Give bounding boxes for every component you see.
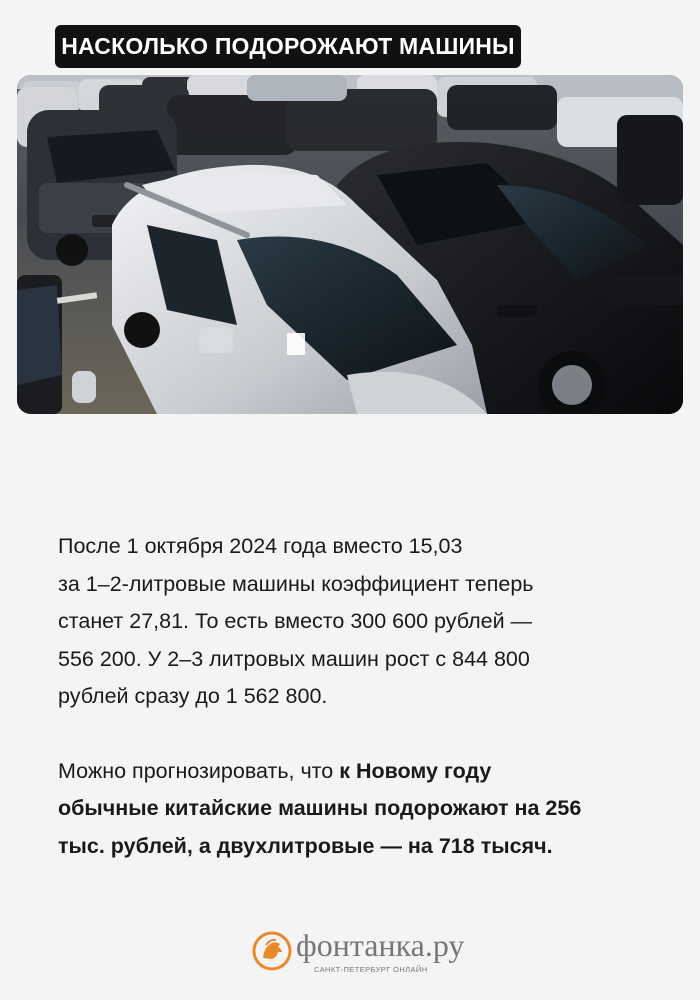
paragraph-forecast [58,753,648,866]
text-line [58,753,648,791]
paragraph-coefficient [58,528,648,716]
forecast-bold-text: тыс. рублей, а двухлитровые — на 718 тысяч. [58,833,553,858]
cars-photo [17,75,683,414]
fontanka-horse-icon [252,931,292,971]
headline-banner [55,25,521,68]
text-line [58,828,648,866]
fontanka-logo [252,927,465,977]
logo-subtitle-text: САНКТ-ПЕТЕРБУРГ ОНЛАЙН [314,965,428,974]
article-text [58,528,648,865]
text-line: рублей сразу до 1 562 800. [58,684,328,708]
text-line: станет 27,81. То есть вместо 300 600 рублей — [58,609,533,633]
forecast-bold-text: обычные китайские машины подорожают на 256 [58,796,582,820]
headline-text: НАСКОЛЬКО ПОДОРОЖАЮТ МАШИНЫ [61,33,515,59]
text-line: После 1 октября 2024 года вместо 15,03 [58,534,463,558]
forecast-bold-text: к Новому году [339,758,492,783]
logo-name-text: фонтанка.ру [296,927,465,963]
text-line: 556 200. У 2–3 литровых машин рост с 844 800 [58,646,530,671]
forecast-plain-text: Можно прогнозировать, что [58,758,340,783]
text-line [58,790,648,828]
text-line: за 1–2-литровые машины коэффициент теперь [58,571,534,596]
